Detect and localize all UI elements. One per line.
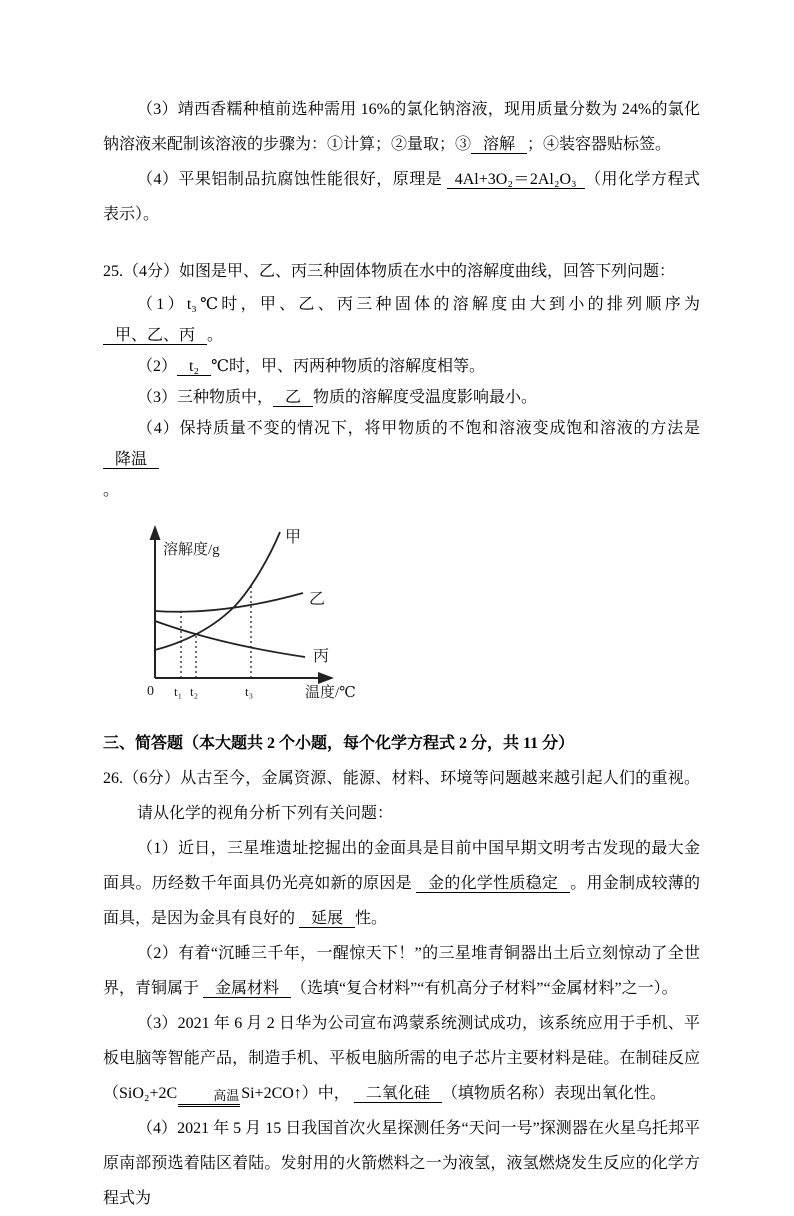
exam-content — [103, 92, 700, 1216]
question-26-stem: 26.（6分）从古至今，金属资源、能源、材料、环境等问题越来越引起人们的重视。请从化学的视角分析下列有关问题： — [103, 770, 700, 822]
tick-t3-label: t₃ — [245, 684, 254, 699]
answer-blank-dissolve: 溶解 — [471, 136, 527, 154]
q26-p3-text-3: （填物质名称）表现出氧化性。 — [441, 1085, 666, 1102]
curve-yi — [155, 593, 303, 612]
question-25-part-2 — [103, 351, 700, 382]
answer-blank-equation-al: 4Al+3O₂＝2Al₂O₃ — [447, 171, 585, 189]
answer-blank-cool: 降温 — [103, 451, 159, 469]
answer-blank-ductility: 延展 — [299, 910, 355, 928]
curve-jia-label: 甲 — [285, 529, 302, 546]
q26-p1-text-1: （1）近日，三星堆遗址挖掘出的金面具是目前中国早期文明考古发现的最大金面具。历经数千年面具仍光亮如新的原因是 — [103, 840, 700, 892]
q26-p3-text-2: Si+2CO↑）中， — [241, 1085, 350, 1102]
question-25-part-1 — [103, 289, 700, 351]
q24-p3-text-2: ；④装容器贴标签。 — [527, 136, 672, 153]
condition-gaowen: 高温 — [178, 1089, 240, 1107]
q26-p1-text-3: 性。 — [355, 910, 388, 927]
question-25-part-4 — [103, 413, 700, 506]
question-26-part-4 — [103, 1111, 700, 1216]
curve-bing — [155, 621, 305, 657]
question-24-part-3 — [103, 92, 700, 162]
reaction-condition-stack — [178, 1089, 240, 1107]
q26-p2-text-1: （2）有着“沉睡三千年，一醒惊天下！”的三星堆青铜器出土后立刻惊动了全世界，青铜属于 — [103, 945, 700, 997]
q25-p2-text-2: ℃时，甲、丙两种物质的溶解度相等。 — [211, 358, 485, 375]
x-axis-arrow-icon — [318, 672, 334, 684]
question-26-part-3 — [103, 1006, 700, 1111]
answer-blank-silicon-dioxide: 二氧化硅 — [354, 1085, 442, 1103]
question-24-part-4 — [103, 162, 700, 232]
curve-bing-label: 丙 — [313, 648, 330, 665]
question-25-stem: 25.（4分）如图是甲、乙、丙三种固体物质在水中的溶解度曲线，回答下列问题： — [103, 263, 676, 280]
q25-p4-text-1: （4）保持质量不变的情况下，将甲物质的不饱和溶液变成饱和溶液的方法是 — [137, 420, 700, 437]
q24-p4-text-1: （4）平果铝制品抗腐蚀性能很好，原理是 — [137, 171, 443, 188]
q26-p4-text-1: （4）2021 年 5 月 15 日我国首次火星探测任务“天问一号”探测器在火星乌托邦平原南部预选着陆区着陆。发射用的火箭燃料之一为液氢，液氢燃烧发生反应的化学方程式为 — [103, 1120, 700, 1207]
q26-p3-text-1: （3）2021 年 6 月 2 日华为公司宣布鸿蒙系统测试成功，该系统应用于手机、平板电脑等智能产品，制造手机、平板电脑所需的电子芯片主要材料是硅。在制硅反应（SiO₂+2C — [103, 1015, 700, 1102]
section-3-heading: 三、简答题（本大题共 2 个小题，每个化学方程式 2 分，共 11 分） — [103, 735, 575, 752]
y-axis-label: 溶解度/g — [163, 542, 220, 558]
q26-p2-text-2: （选填“复合材料”“有机高分子材料”“金属材料”之一）。 — [291, 980, 678, 997]
answer-blank-order: 甲、乙、丙 — [103, 327, 207, 345]
q26-p1-text-2: 。用金制成较薄的面具，是因为金具有良好的 — [103, 875, 700, 927]
y-axis-arrow-icon — [150, 525, 161, 540]
q25-p4-text-2: 。 — [103, 482, 120, 499]
question-26-part-1 — [103, 831, 700, 936]
q25-p1-text-1: （1）t₃℃时，甲、乙、丙三种固体的溶解度由大到小的排列顺序为 — [137, 296, 700, 313]
q24-p3-text-1: （3）靖西香糯种植前选种需用 16%的氯化钠溶液，现用质量分数为 24%的氯化钠溶液来配制该溶液的步骤为：①计算；②量取；③ — [103, 101, 700, 153]
x-axis-label: 温度/℃ — [305, 685, 356, 701]
solubility-chart-svg — [139, 520, 419, 710]
answer-blank-metal-material: 金属材料 — [203, 980, 291, 998]
q24-p4-text-2: （用化学方程式表示）。 — [103, 171, 700, 223]
answer-blank-gold-stable: 金的化学性质稳定 — [416, 875, 570, 893]
tick-t1-label: t₁ — [174, 684, 183, 699]
curve-yi-label: 乙 — [309, 591, 326, 608]
question-25-part-3 — [103, 382, 700, 413]
answer-blank-t2: t₂ — [177, 358, 211, 376]
question-26-part-2 — [103, 936, 700, 1006]
answer-blank-yi: 乙 — [273, 389, 313, 407]
q25-p3-text-1: （3）三种物质中， — [137, 389, 274, 406]
origin-label: 0 — [147, 684, 154, 699]
q25-p1-text-2: 。 — [207, 327, 224, 344]
tick-t2-label: t₂ — [190, 684, 199, 699]
q25-p3-text-2: 物质的溶解度受温度影响最小。 — [313, 389, 538, 406]
solubility-chart — [139, 520, 419, 710]
q25-p2-text-1: （2） — [137, 358, 178, 375]
